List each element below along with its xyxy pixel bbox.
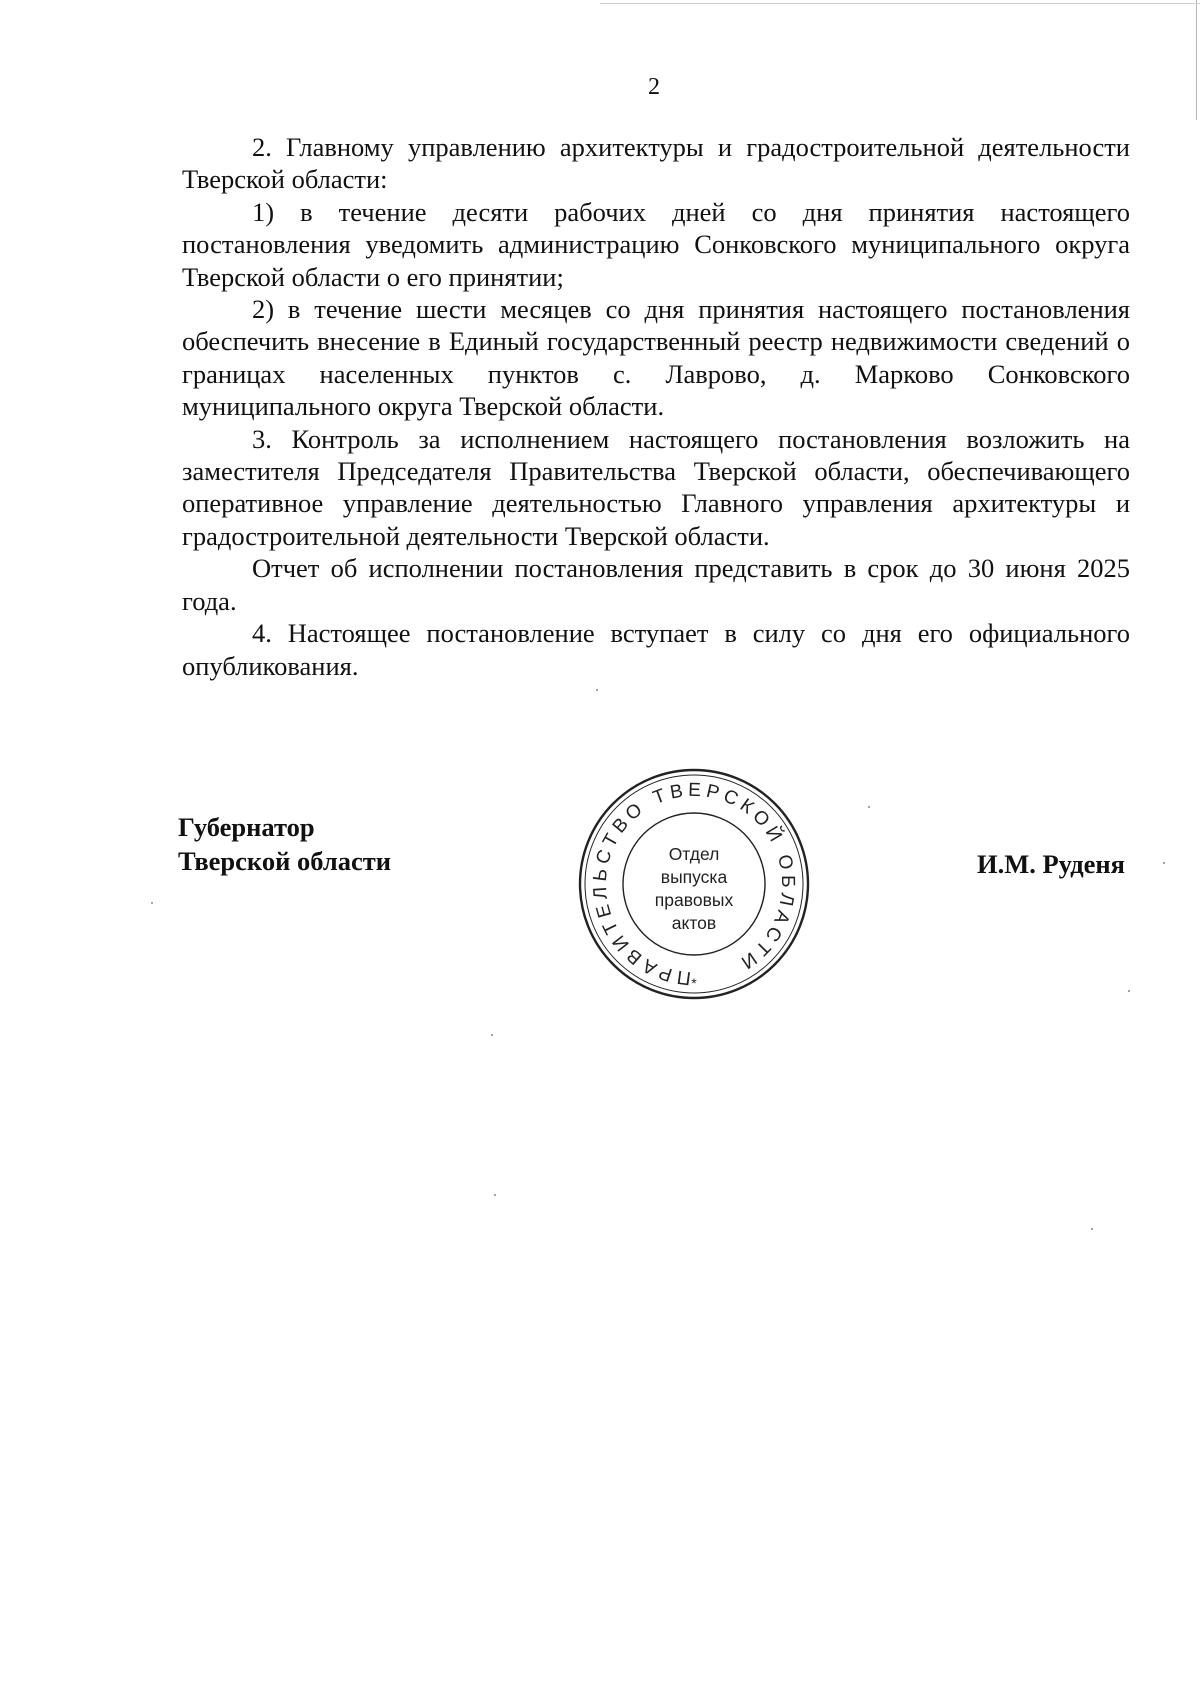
scan-edge-line xyxy=(1196,0,1197,120)
signatory-position xyxy=(178,810,391,878)
scan-speck xyxy=(151,902,153,904)
paragraph-report-deadline: Отчет об исполнении постановления представить в срок до 30 июня 2025 года. xyxy=(182,553,1130,616)
stamp-ring-text: ПРАВИТЕЛЬСТВО ТВЕРСКОЙ ОБЛАСТИ xyxy=(589,779,799,989)
paragraph-item-2: 2. Главному управлению архитектуры и градостроительной деятельности Тверской области: xyxy=(182,132,1130,195)
stamp-center-text xyxy=(655,844,734,933)
page-number: 2 xyxy=(648,74,660,100)
paragraph-subitem-2: 2) в течение шести месяцев со дня принятия настоящего постановления обеспечить внесение в Единый государственный реестр недвижимости сведений о границах населенных пунктов с. Лаврово, д. Марково Сонковского муниципального округа Тверской области. xyxy=(182,294,1130,422)
scan-speck xyxy=(868,806,870,808)
document-body xyxy=(182,131,1130,682)
scan-speck xyxy=(1128,990,1130,992)
scan-edge-line xyxy=(600,3,1200,4)
scan-speck xyxy=(596,689,598,691)
scan-speck xyxy=(491,1034,493,1036)
signatory-position-line2: Тверской области xyxy=(178,846,391,876)
paragraph-item-3: 3. Контроль за исполнением настоящего постановления возложить на заместителя Председателя Правительства Тверской области, обеспечивающего оперативное управление деятельностью Главного управления архитектуры и градостроительной деятельности Тверской области. xyxy=(182,423,1130,551)
signatory-position-line1: Губернатор xyxy=(178,812,315,842)
signatory-name: И.М. Руденя xyxy=(976,849,1125,879)
stamp-center-line4: актов xyxy=(671,913,717,933)
stamp-center-line1: Отдел xyxy=(668,844,720,864)
stamp-center-line2: выпуска xyxy=(660,867,728,887)
stamp-star: * xyxy=(691,975,697,991)
paragraph-item-4: 4. Настоящее постановление вступает в силу со дня его официального опубликования. xyxy=(182,618,1130,681)
official-stamp xyxy=(576,766,812,1002)
stamp-center-line3: правовых xyxy=(654,890,734,910)
paragraph-subitem-1: 1) в течение десяти рабочих дней со дня принятия настоящего постановления уведомить администрацию Сонковского муниципального округа Тверской области о его принятии; xyxy=(182,196,1130,292)
scan-speck xyxy=(494,1194,496,1196)
scan-speck xyxy=(1163,862,1165,864)
scan-speck xyxy=(1091,1228,1093,1230)
